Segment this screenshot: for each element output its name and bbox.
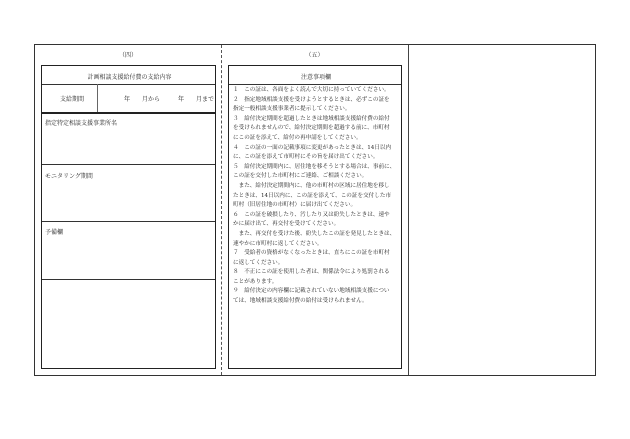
note-line: ６ この証を破損したり、汚したり又は紛失したときは、速や (233, 211, 390, 218)
period-from: 年 月から (124, 96, 161, 103)
page-label-five: （五） (305, 52, 324, 59)
note-line: この証を交付した市町村にご連絡、ご相談ください。 (233, 173, 368, 180)
note-line: ２ 指定地域相談支援を受けようとするときは、必ずこの証を (233, 96, 390, 103)
note-line: 町村（旧居住地の市町村）に届け出てください。 (233, 202, 357, 209)
note-line: を受けられませんので、給付決定期間を超過する前に、市町村 (233, 125, 390, 132)
period-label: 支給期間 (60, 96, 85, 103)
note-line: ５ 給付決定期間内に、居住地を移そうとする場合は、事前に、 (233, 163, 396, 170)
note-line: また、再交付を受けた後、紛失したこの証を発見したときは、 (233, 230, 396, 237)
note-line: に返してください。 (233, 259, 284, 266)
period-to: 年 月まで (178, 96, 215, 103)
page-label-four: （四） (118, 52, 137, 59)
note-line: ことがあります。 (233, 278, 278, 285)
note-line: に、この証を添えて市町村にその旨を届け出てください。 (233, 154, 379, 161)
note-line: ては、地域相談支援給付費の給付は受けられません。 (233, 298, 368, 305)
note-line: 指定一般相談支援事業者に提示してください。 (233, 106, 351, 113)
support-content-table (41, 65, 216, 369)
notes-list (233, 86, 407, 307)
note-line: ４ この証の一面の記載事項に変更があったときは、14日以内 (233, 144, 392, 151)
note-line: ９ 給付決定の内容欄に記載されていない地域相談支援につい (233, 288, 390, 295)
row-divider (42, 221, 215, 222)
note-line: １ この証は、各面をよく読んで大切に持っていてください。 (233, 87, 390, 93)
fold-line-left (221, 45, 222, 375)
note-line: ８ 不正にこの証を使用した者は、関係法令により処罰される (233, 269, 390, 276)
note-line: かに届け出て、再交付を受けてください。 (233, 221, 340, 228)
remarks-label: 予備欄 (45, 229, 64, 236)
support-content-title: 計画相談支援給付費の支給内容 (87, 74, 172, 81)
notes-title: 注意事項欄 (300, 74, 331, 81)
monitoring-label: モニタリング期間 (45, 173, 93, 180)
period-label-divider (97, 84, 98, 112)
row-divider (42, 84, 215, 85)
note-line: ３ 給付決定期間を超過したときは地域相談支援給付費の給付 (233, 115, 390, 122)
fold-line-right (408, 45, 409, 375)
row-divider (42, 112, 215, 114)
form-sheet (34, 44, 596, 376)
note-line: にこの証を添えて、給付の再申請をしてください。 (233, 134, 362, 141)
note-line: また、給付決定期間内に、他の市町村の区域に居住地を移し (233, 182, 390, 189)
note-line: 速やかに市町村に返してください。 (233, 240, 323, 247)
row-divider (42, 279, 215, 280)
provider-label: 指定特定相談支援事業所名 (45, 120, 118, 127)
row-divider (229, 84, 401, 85)
note-line: たときは、14日以内に、この証を添えて、この証を交付した市 (233, 192, 392, 199)
notes-table (228, 65, 402, 369)
row-divider (42, 164, 215, 165)
note-line: ７ 受給者の資格がなくなったときは、直ちにこの証を市町村 (233, 250, 390, 257)
